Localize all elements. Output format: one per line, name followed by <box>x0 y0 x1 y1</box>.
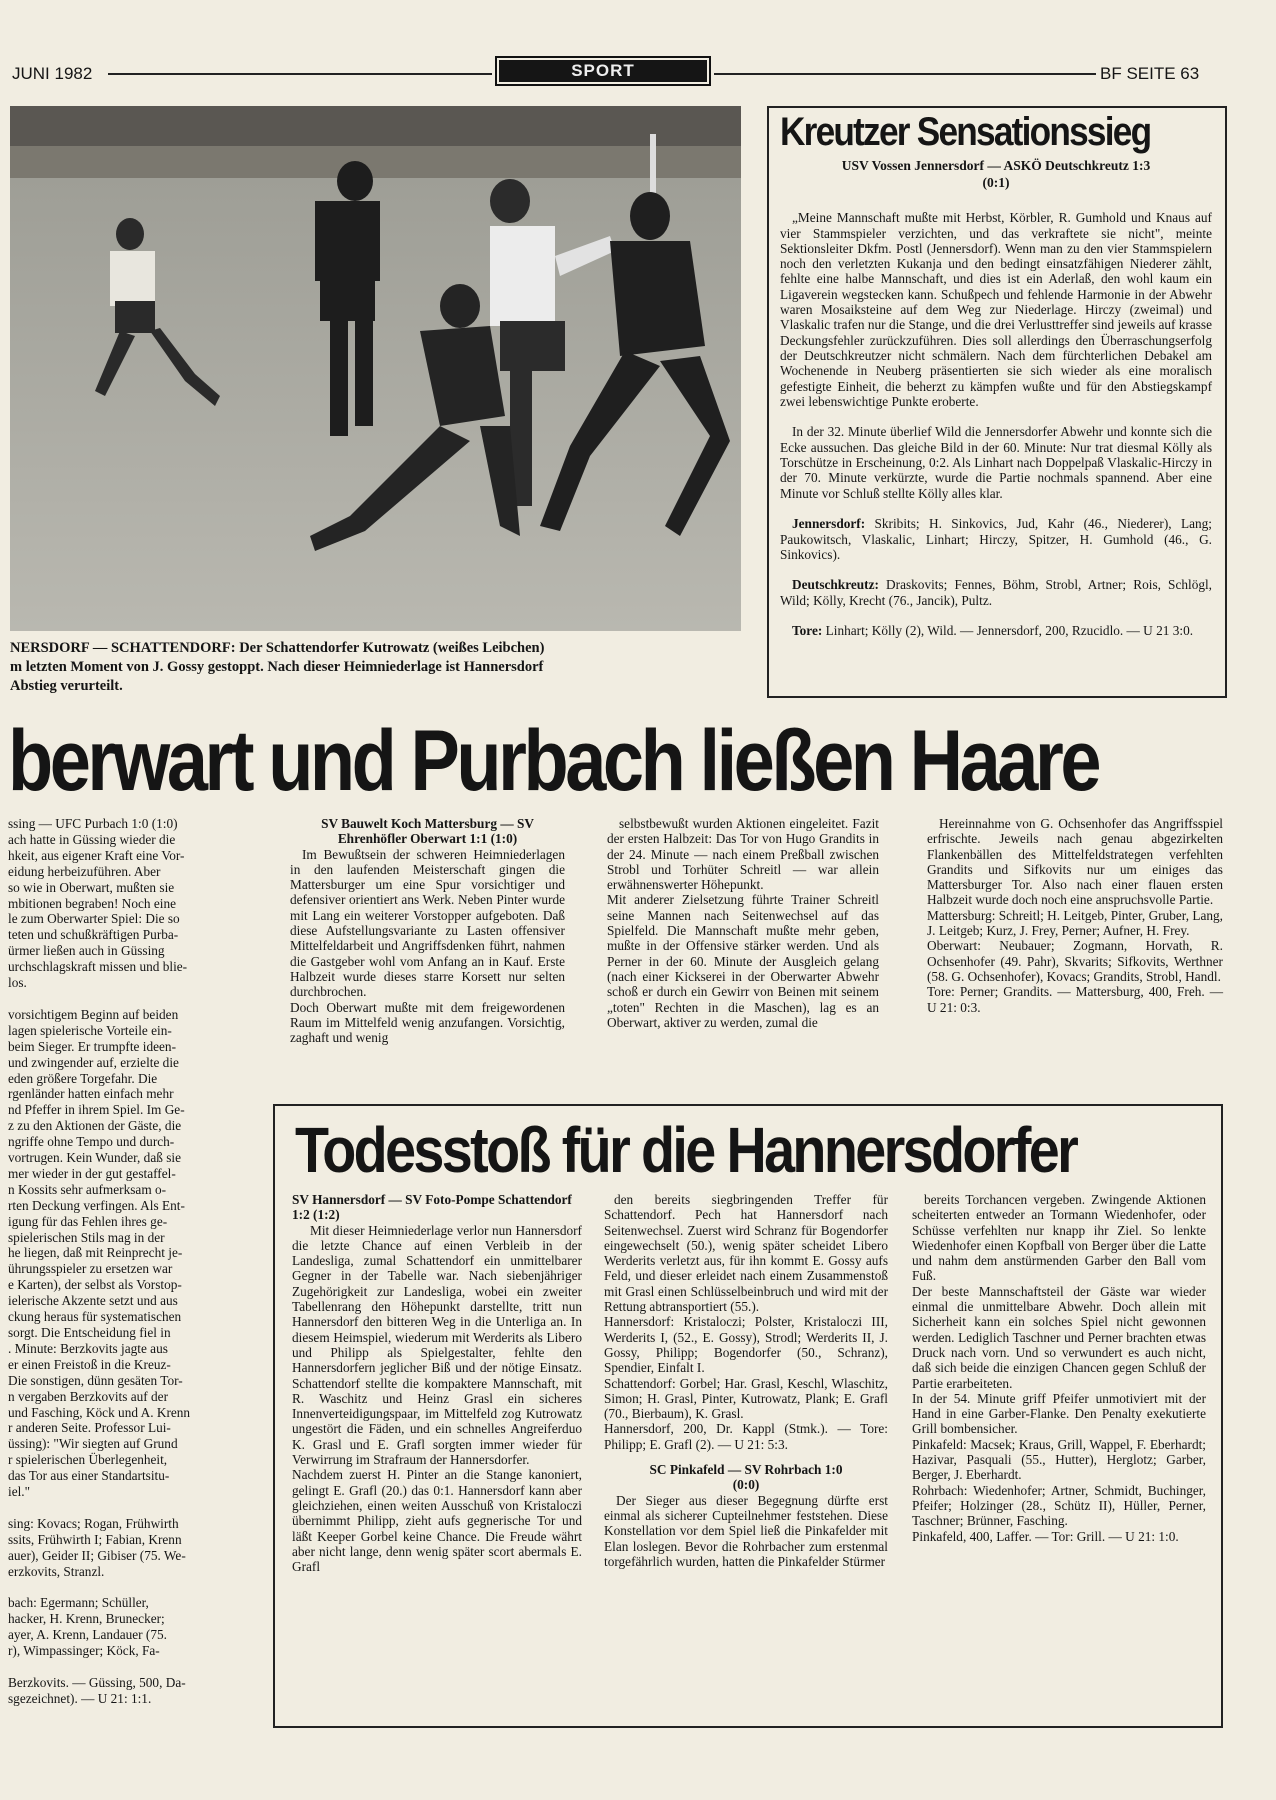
lineup-a: Skribits; H. Sinkovics, Jud, Kahr (46., Niederer), Lang; Paukowitsch, Vlaskalic, Linhart; Hirczy, Spitzer, H. Gumhold (46., G. Sinkovics). <box>780 516 1212 562</box>
article-text: Der Sieger aus dieser Begegnung dürfte erst einmal als sicherer Cupteilnehmer feststehen. Diese Konstellation vor dem Spiel ließ die Pinkafelder mit Elan loslegen. Bevor die Rohrbacher zum erstenmal torgefährlich wurden, hatten die Pinkafelder Stürmer <box>604 1492 888 1569</box>
article-hannersdorf-col1 <box>292 1192 582 1717</box>
article-oberwart-col4: Hereinnahme von G. Ochsenhofer das Angriffsspiel erfrischte. Jeweils nach genau abgezirkelten Flankenbällen des Mittelfeldstrategen verfehlten Grandits und Sifkovits nur um einiges das Mattersburger Tor. Also nach einer flauen ersten Halbzeit wurde doch noch eine anspruchsvolle Partie. Mattersburg: Schreitl; H. Leitgeb, Pinter, Gruber, Lang, J. Leitgeb; Kurz, J. Frey, Perner; Aufner, H. Frey. Oberwart: Neubauer; Zogmann, Horvath, R. Ochsenhofer (49. Pahr), Skvarits; Sifkovits, Werthner (58. G. Ochsenhofer), Kovacs; Grandits, Strobl, Handl. Tore: Perner; Grandits. — Mattersburg, 400, Freh. — U 21: 0:3. <box>927 816 1223 1015</box>
kreutz-lineup-b <box>780 577 1212 608</box>
header-rule-right <box>714 73 1096 75</box>
article-text: Im Bewußtsein der schweren Heimniederlagen in den laufenden Meisterschaft gingen die Mattersburger um eine Spur vorsichtiger und defensiver orientiert ans Werk. Neben Pinter wurde mit Lang ein weiterer Vorstopper aufgeboten. Daß diese Aufstellungsvariante zu Lasten offensiver Mittelfeldarbeit und Angriffsdenken führt, nahmen die Gastgeber wohl vom Anfang an in Kauf. Erste Halbzeit wurde dieses starre Korsett nur selten durchbrochen. Doch Oberwart mußte mit dem freigewordenen Raum im Mittelfeld wenig anzufangen. Vorsichtig, zaghaft und wenig <box>290 846 565 1046</box>
lineup-a-label: Jennersdorf: <box>792 516 866 532</box>
section-badge <box>495 56 711 86</box>
article-hannersdorf-col3: bereits Torchancen vergeben. Zwingende Aktionen scheiterten entweder an Tormann Wiedenhofer, oder Schüsse verfehlten nur knapp ihr Ziel. So lenkte Wiedenhofer einen Kopfball von Berger über die Latte und nahm dem anstürmenden Garber den Ball vom Fuß. Der beste Mannschaftsteil der Gäste war wieder einmal die unmittelbare Abwehr. Doch allein mit Sicherheit kann ein solches Spiel nicht gewonnen werden. Lediglich Taschner und Perner brachten etwas Druck nach vorn. Und so verwundert es auch nicht, daß sich beide die einzigen Chancen gegen Schluß der Partie erarbeiteten. In der 54. Minute griff Pfeifer unmotiviert mit der Hand in eine Garber-Flanke. Den Penalty exekutierte Grill bombensicher. Pinkafeld: Macsek; Kraus, Grill, Wappel, F. Eberhardt; Hazivar, Pasquali (55., Hutter), Herglotz; Garber, Berger, J. Eberhardt. Rohrbach: Wiedenhofer; Artner, Schmidt, Buchinger, Pfeifer; Holzinger (28., Schütz II), Hüller, Perner, Taschner; Brünner, Fasching. Pinkafeld, 400, Laffer. — Tor: Grill. — U 21: 1:0. <box>912 1192 1206 1544</box>
article-hannersdorf-headline: Todesstoß für die Hannersdorfer <box>295 1114 1077 1186</box>
page-number: BF SEITE 63 <box>1100 64 1200 83</box>
football-photo <box>10 106 741 631</box>
kreutz-paragraph: In der 32. Minute überlief Wild die Jennersdorfer Abwehr und konnte sich die Ecke aussuchen. Das gleiche Bild in der 60. Minute: Nur trat diesmal Kölly als Torschütze in Erscheinung, 0:2. Als Linhart nach Doppelpaß Vlaskalic-Hirczy in der 70. Minute verkürzte, wurde die Partie nochmals spannend. Aber eine Minute vor Schluß stellte Kölly alles klar. <box>780 424 1212 501</box>
goals: Linhart; Kölly (2), Wild. — Jennersdorf, 200, Rzucidlo. — U 21 3:0. <box>825 623 1194 639</box>
article-oberwart-col2 <box>290 816 565 1101</box>
article-oberwart-col1: ssing — UFC Purbach 1:0 (1:0) ach hatte in Güssing wieder die hkeit, aus eigener Kraft eine Vor- eidung herbeizuführen. Aber so wie in Oberwart, mußten sie mbitionen begraben! Noch eine le zum Oberwarter Spiel: Die so teten und schußkräftigen Purba- ürmer ließen auch in Güssing urchschlagskraft missen und blie- los. vorsichtigem Beginn auf beiden lagen spielerische Vorteile ein- beim Sieger. Er trumpfte ideen- und zwingender auf, erzielte die eden größere Torgefahr. Die rgenländer hatten einfach mehr nd Pfeffer in ihrem Spiel. Im Ge- z zu den Aktionen der Gäste, die ngriffe ohne Tempo und durch- vortrugen. Kein Wunder, daß sie mer wieder in der gut gestaffel- n Kossits sehr aufmerksam o- rten Deckung verfingen. Als Ent- igung für das Fehlen ihres ge- spielerischen Stils mag in der he liegen, daß mit Reinprecht je- ührungsspieler zu ersetzen war e Karten), der selbst als Vorstop- ielerische Akzente setzt und aus ckung heraus für systematischen sorgt. Die Entscheidung fiel in . Minute: Berzkovits jagte aus er einen Freistoß in die Kreuz- Die sonstigen, dünn gesäten Tor- n vergaben Berzkovits auf der und Fasching, Köck und A. Krenn r anderen Seite. Professor Lui- üssing): "Wir siegten auf Grund r spielerischen Überlegenheit, das Tor aus einer Standartsitu- iel." sing: Kovacs; Rogan, Frühwirth ssits, Frühwirth I; Fabian, Krenn auer), Geider II; Gibiser (75. We- erzkovits, Stranzl. bach: Egermann; Schüller, hacker, H. Krenn, Brunecker; ayer, A. Krenn, Landauer (75. r), Wimpassinger; Köck, Fa- Berzkovits. — Güssing, 500, Da- sgezeichnet). — U 21: 1:1. <box>8 816 191 1706</box>
article-kreutz-headline: Kreutzer Sensationssieg <box>780 110 1151 154</box>
match-title: SC Pinkafeld — SV Rohrbach 1:0 <box>649 1462 843 1478</box>
goals-label: Tore: <box>792 623 823 639</box>
caption-line: NERSDORF — SCHATTENDORF: Der Schattendorfer Kutrowatz (weißes Leibchen) <box>10 640 545 656</box>
halftime-score: (0:0) <box>732 1477 760 1493</box>
halftime-score: (0:1) <box>982 175 1010 190</box>
article-text: den bereits siegbringenden Treffer für Schattendorf. Pech hat Hannersdorf nach Seitenwechsel. Zuerst wird Schranz für Bogendorfer eingewechselt (50.), wenig später scheidet Libero Werderits verletzt aus, für ihn kommt E. Gossy aufs Feld, und dieser erleidet nach einem Zusammenstoß mit Grasl einen Schlüsselbeinbruch und wird mit der Rettung abtransportiert (55.). Hannersdorf: Kristaloczi; Polster, Kristaloczi III, Werderits I, (52., E. Gossy), Strodl; Werderits II, J. Gossy, Philipp; Bogendorfer (50., Schranz), Spendier, Einfalt I. Schattendorf: Gorbel; Har. Grasl, Keschl, Wlaschitz, Simon; H. Grasl, Pinter, Kutrowatz, Plank; E. Grafl (70., Bierbaum), K. Grasl. Hannersdorf, 200, Dr. Kappl (Stmk.). — Tore: Philipp; E. Grafl (2). — U 21: 5:3. <box>604 1192 888 1452</box>
kreutz-lineup-a <box>780 516 1212 562</box>
article-hannersdorf-col2 <box>604 1192 888 1717</box>
caption-line: m letzten Moment von J. Gossy gestoppt. Nach dieser Heimniederlage ist Hannersdorf <box>10 659 544 675</box>
match-title: SV Hannersdorf — SV Foto-Pompe Schattendorf 1:2 (1:2) <box>292 1192 572 1223</box>
issue-date: JUNI 1982 <box>12 64 93 83</box>
article-kreutz-result <box>780 157 1212 191</box>
header-rule-left <box>108 73 492 75</box>
kreutz-goals <box>780 623 1212 638</box>
football-photo-image <box>10 106 741 631</box>
article-kreutz-body <box>780 195 1212 689</box>
match-title: SV Bauwelt Koch Mattersburg — SV Ehrenhöfler Oberwart 1:1 (1:0) <box>321 816 534 847</box>
lineup-b: Draskovits; Fennes, Böhm, Strobl, Artner; Rois, Schlögl, Wild; Kölly, Krecht (76., Jancik), Pultz. <box>780 577 1213 608</box>
photo-caption <box>10 639 745 696</box>
article-oberwart-col3: selbstbewußt wurden Aktionen eingeleitet. Fazit der ersten Halbzeit: Das Tor von Hugo Grandits in der 24. Minute — nach einem Preßball zwischen Strobl und Torhüter Schreitl — war allein erwähnenswerter Höhepunkt. Mit anderer Zielsetzung führte Trainer Schreitl seine Mannen nach Seitenwechsel auf das Spielfeld. Die Mannschaft mußte mehr geben, mußte in der Offensive stärker werden. Und als Perner in der 60. Minute der Ausgleich gelang (nach einer Kickserei in der Oberwarter Abwehr schoß er durch ein Gewirr von Beinen mit seinem „toten" Rechten in die Maschen), lag es an Oberwart, aktiver zu werden, zumal die <box>607 816 879 1030</box>
article-oberwart-headline: berwart und Purbach ließen Haare <box>8 713 1099 809</box>
article-text: Mit dieser Heimniederlage verlor nun Hannersdorf die letzte Chance auf einen Verbleib in der Landesliga, zumal Schattendorf ein unmittelbarer Gegner in der Tabelle war. Nach siebenjähriger Zugehörigkeit zur Landesliga, wobei ein zweiter Tabellenrang den Höhepunkt darstellte, tritt nun Hannersdorf den bitteren Weg in die Unterliga an. In diesem Heimspiel, wiederum mit Werderits als Libero und Philipp als Spielgestalter, fehlte den Hannersdorfern jeglicher Biß und der nötige Einsatz. Schattendorf stellte die kompaktere Mannschaft, mit R. Waschitz und Heinz Grasl ein sicheres Innenverteidigungspaar, im Mittelfeld zog Kutrowatz ungestört die Fäden, und ein schnelles Angreiferduo K. Grasl und E. Grafl sorgten immer wieder für Verwirrung im Strafraum der Hannersdorfer. Nachdem zuerst H. Pinter an die Stange kanoniert, gelingt E. Grafl (20.) das 0:1. Hannersdorf kann aber gleichziehen, einen weiten Ausschuß von Kristaloczi übernimmt Philipp, zieht aufs gegnerische Tor und läßt Keeper Gorbel keine Chance. Die Freude währt aber nicht lange, denn wenig später scort abermals E. Grafl <box>292 1222 582 1575</box>
section-label: SPORT <box>499 60 707 82</box>
caption-line: Abstieg verurteilt. <box>10 678 123 694</box>
lineup-b-label: Deutschkreutz: <box>792 577 879 593</box>
kreutz-paragraph: „Meine Mannschaft mußte mit Herbst, Körbler, R. Gumhold und Knaus auf vier Stammspieler verzichten, und das verkraftete sie nicht", meinte Sektionsleiter Dkfm. Postl (Jennersdorf). Wenn man zu den vier Stammspielern noch den verletzten Kukanja und den bedingt einsatzfähigen Niederer zählt, fehlte eine halbe Mannschaft, und dies ist ein Aderlaß, den wohl kaum ein Ligaverein wegstecken kann. Schußpech und fehlende Harmonie in der Abwehr waren Mosaiksteine auf dem Weg zur Niederlage. Hirczy (zweimal) und Vlaskalic trafen nur die Stange, und die drei Verlusttreffer sind jeweils auf krasse Deckungsfehler zurückzuführen. Dies soll allerdings den Überraschungserfolg der Deutschkreutzer nicht schmälern. Nach dem fürchterlichen Debakel am Wochenende in Neuberg präsentierten sie sich wieder als eine moralisch gefestigte Einheit, die beherzt zu kämpfen wußte und für den Abstiegskampf zwei lebenswichtige Punkte eroberte. <box>780 210 1212 409</box>
match-result: USV Vossen Jennersdorf — ASKÖ Deutschkreutz 1:3 <box>841 158 1151 173</box>
